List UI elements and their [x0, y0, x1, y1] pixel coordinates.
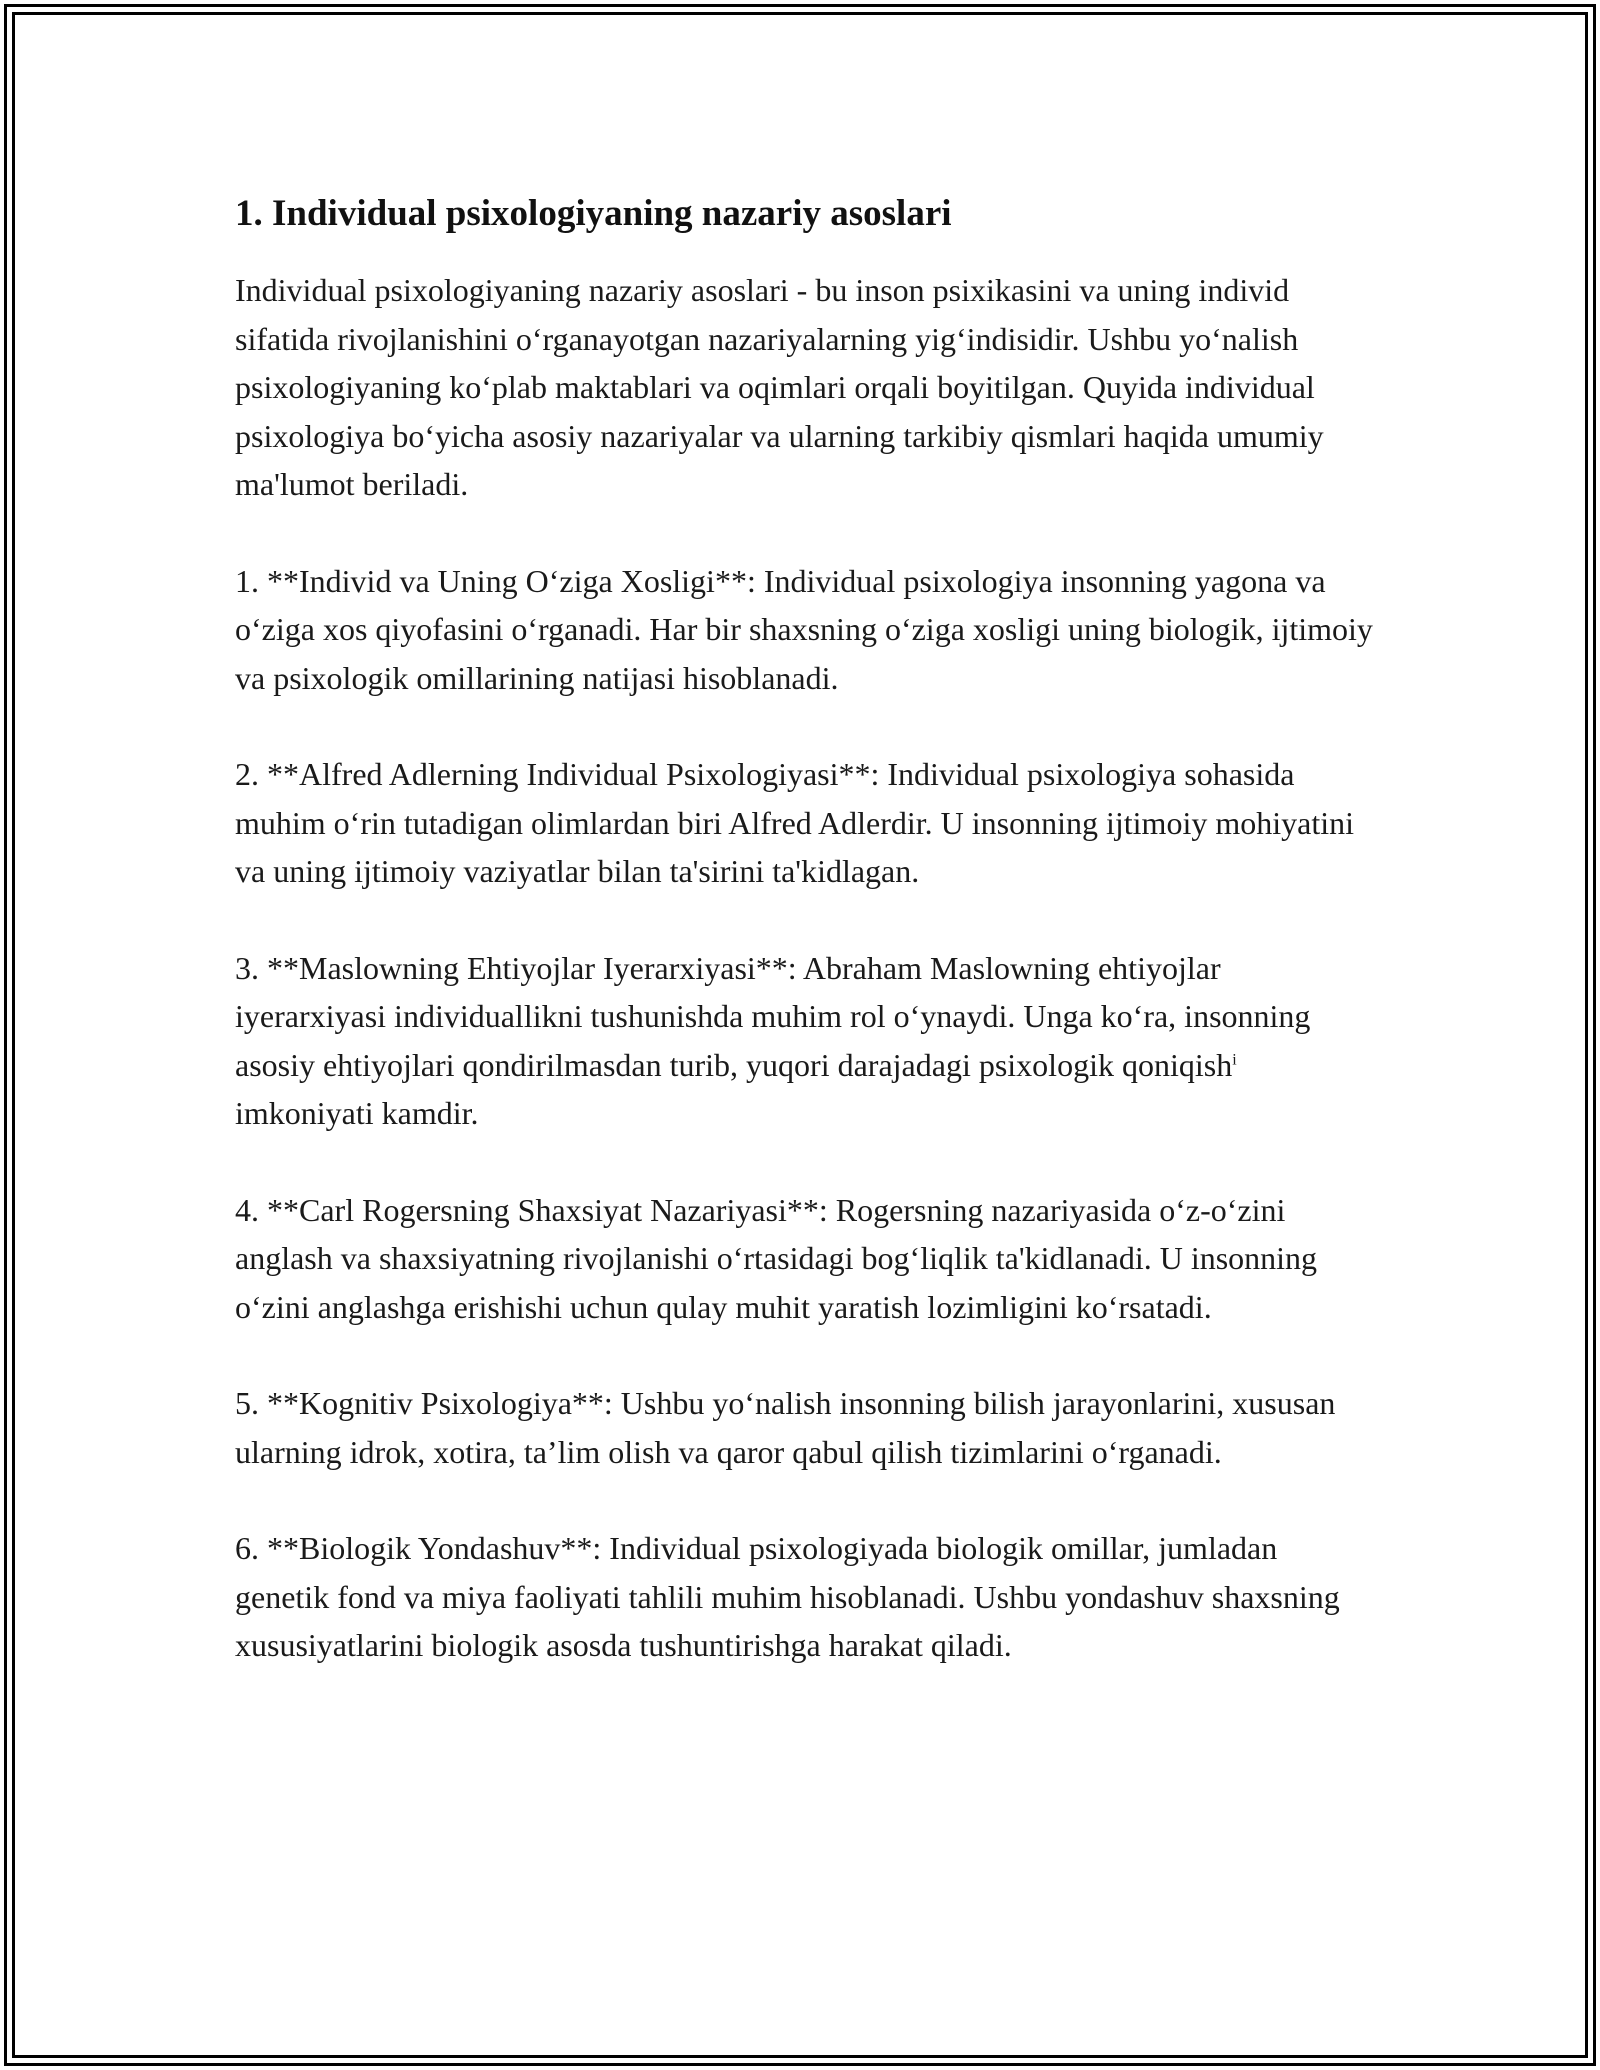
list-item-3	[235, 944, 1375, 1138]
list-item-1: 1. **Individ va Uning O‘ziga Xosligi**: Individual psixologiya insonning yagona va o‘ziga xos qiyofasini o‘rganadi. Har bir shaxsning o‘ziga xosligi uning biologik, ijtimoiy va psixologik omillarining natijasi hisoblanadi.	[235, 562, 1373, 696]
footnote-mark[interactable]: i	[1232, 1050, 1237, 1068]
list-item-3-text-end: imkoniyati kamdir.	[235, 1095, 479, 1131]
list-item-5: 5. **Kognitiv Psixologiya**: Ushbu yo‘nalish insonning bilish jarayonlarini, xususan ularning idrok, xotira, ta’lim olish va qaror qabul qilish tizimlarini o‘rganadi.	[235, 1385, 1336, 1470]
list-item-6: 6. **Biologik Yondashuv**: Individual psixologiyada biologik omillar, jumladan genetik fond va miya faoliyati tahlili muhim hisoblanadi. Ushbu yondashuv shaxsning xususiyatlarini biologik asosda tushuntirishga harakat qiladi.	[235, 1530, 1340, 1663]
intro-paragraph: Individual psixologiyaning nazariy asoslari - bu inson psixikasini va uning individ sifatida rivojlanishini o‘rganayotgan nazariyalarning yig‘indisidir. Ushbu yo‘nalish psixologiyaning ko‘plab maktablari va oqimlari orqali boyitilgan. Quyida individual psixologiya bo‘yicha asosiy nazariyalar va ularning tarkibiy qismlari haqida umumiy ma'lumot beriladi.	[235, 272, 1324, 502]
list-item-3-text: 3. **Maslowning Ehtiyojlar Iyerarxiyasi**: Abraham Maslowning ehtiyojlar iyerarxiyasi individuallikni tushunishda muhim rol o‘ynaydi. Unga ko‘ra, insonning asosiy ehtiyojlari qondirilmasdan turib, yuqori darajadagi psixologik qoniqish	[235, 949, 1311, 1083]
section-title: 1. Individual psixologiyaning nazariy asoslari	[235, 193, 952, 234]
list-item-2: 2. **Alfred Adlerning Individual Psixologiyasi**: Individual psixologiya sohasida muhim o‘rin tutadigan olimlardan biri Alfred Adlerdir. U insonning ijtimoiy mohiyatini va uning ijtimoiy vaziyatlar bilan ta'sirini ta'kidlagan.	[235, 756, 1354, 889]
list-item-4: 4. **Carl Rogersning Shaxsiyat Nazariyasi**: Rogersning nazariyasida o‘z-o‘zini anglash va shaxsiyatning rivojlanishi o‘rtasidagi bog‘liqlik ta'kidlanadi. U insonning o‘zini anglashga erishishi uchun qulay muhit yaratish lozimligini ko‘rsatadi.	[235, 1191, 1318, 1325]
document-body	[235, 188, 1375, 1718]
